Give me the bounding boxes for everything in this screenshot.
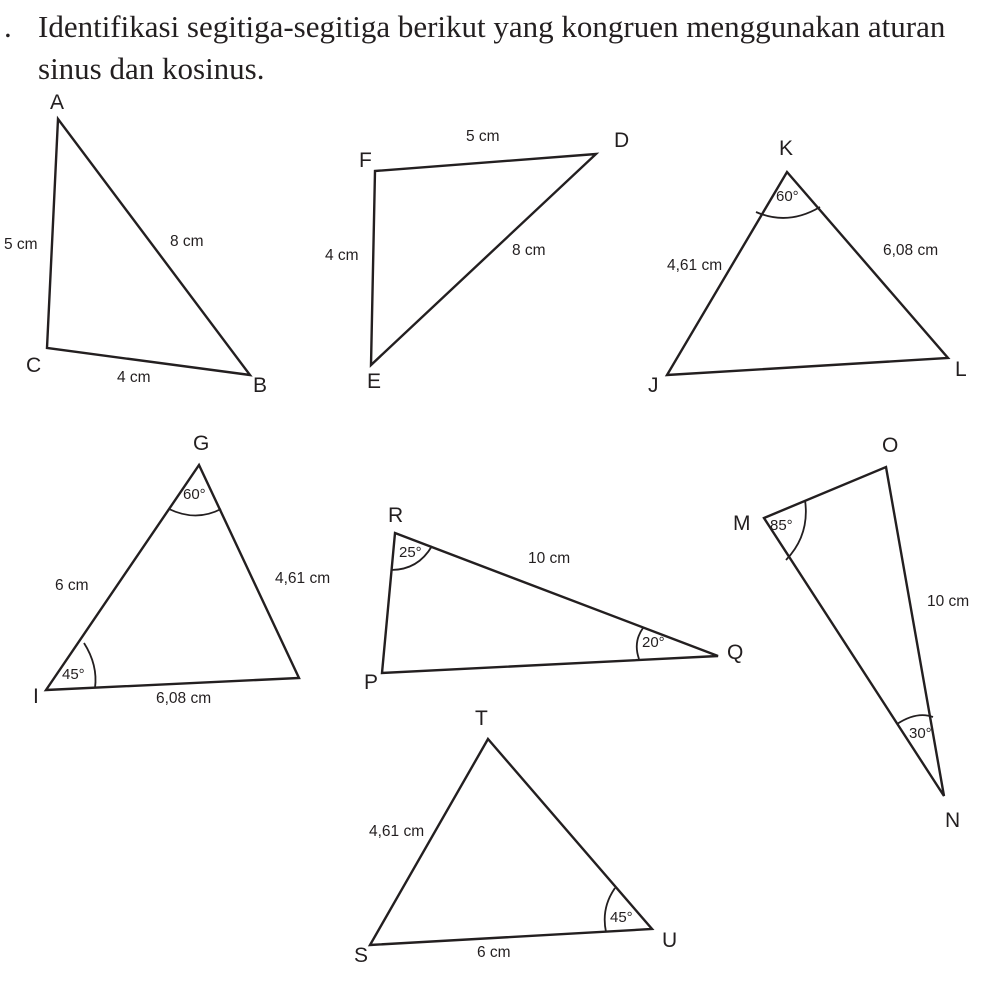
side-label-ts: 4,61 cm bbox=[369, 823, 425, 840]
angle-arc-n bbox=[897, 715, 933, 724]
angle-arc-g bbox=[169, 509, 221, 516]
angle-label-g: 60° bbox=[183, 486, 206, 503]
question-text: Identifikasi segitiga-segitiga berikut yang kongruen menggunakan aturan sinus dan kosinus. bbox=[38, 9, 946, 86]
vertex-label-u: U bbox=[662, 929, 678, 952]
side-label-ih: 6,08 cm bbox=[156, 690, 212, 707]
side-label-de: 8 cm bbox=[512, 242, 546, 259]
angle-label-r: 25° bbox=[399, 544, 422, 561]
triangle-abc-outline bbox=[47, 119, 250, 375]
side-label-ac: 5 cm bbox=[4, 236, 38, 253]
side-label-su: 6 cm bbox=[477, 944, 511, 961]
vertex-label-o: O bbox=[882, 434, 899, 457]
vertex-label-b: B bbox=[253, 374, 268, 397]
triangle-mno bbox=[733, 434, 969, 832]
vertex-label-l: L bbox=[955, 358, 967, 381]
vertex-label-k: K bbox=[779, 137, 794, 160]
side-label-gi: 6 cm bbox=[55, 577, 89, 594]
vertex-label-g: G bbox=[193, 432, 210, 455]
side-label-cb: 4 cm bbox=[117, 369, 151, 386]
side-label-kl: 6,08 cm bbox=[883, 242, 939, 259]
vertex-label-q: Q bbox=[727, 641, 744, 664]
triangle-jkl bbox=[648, 137, 967, 397]
vertex-label-d: D bbox=[614, 129, 630, 152]
vertex-label-a: A bbox=[50, 91, 65, 114]
angle-label-i: 45° bbox=[62, 666, 85, 683]
side-label-ab: 8 cm bbox=[170, 233, 204, 250]
triangle-ghi bbox=[33, 432, 330, 708]
vertex-label-i: I bbox=[33, 685, 39, 708]
vertex-label-t: T bbox=[475, 707, 488, 730]
vertex-label-r: R bbox=[388, 504, 404, 527]
triangle-def bbox=[325, 128, 629, 393]
question-number: . bbox=[4, 9, 12, 44]
triangle-abc bbox=[4, 91, 267, 397]
side-label-on: 10 cm bbox=[927, 593, 970, 610]
vertex-label-e: E bbox=[367, 370, 382, 393]
triangle-pqr bbox=[364, 504, 743, 694]
vertex-label-s: S bbox=[354, 944, 369, 967]
angle-arc-i bbox=[84, 643, 96, 688]
triangle-def-outline bbox=[371, 154, 596, 365]
side-label-rq: 10 cm bbox=[528, 550, 571, 567]
angle-label-n: 30° bbox=[909, 725, 932, 742]
angle-label-m: 85° bbox=[770, 517, 793, 534]
side-label-kj: 4,61 cm bbox=[667, 257, 723, 274]
side-label-fe: 4 cm bbox=[325, 247, 359, 264]
vertex-label-f: F bbox=[359, 149, 372, 172]
vertex-label-m: M bbox=[733, 512, 751, 535]
vertex-label-j: J bbox=[648, 374, 659, 397]
angle-label-q: 20° bbox=[642, 634, 665, 651]
vertex-label-c: C bbox=[26, 354, 42, 377]
angle-label-k: 60° bbox=[776, 188, 799, 205]
side-label-fd: 5 cm bbox=[466, 128, 500, 145]
angle-label-u: 45° bbox=[610, 909, 633, 926]
vertex-label-n: N bbox=[945, 809, 961, 832]
side-label-gh: 4,61 cm bbox=[275, 570, 331, 587]
vertex-label-p: P bbox=[364, 671, 379, 694]
triangle-stu bbox=[354, 707, 677, 967]
